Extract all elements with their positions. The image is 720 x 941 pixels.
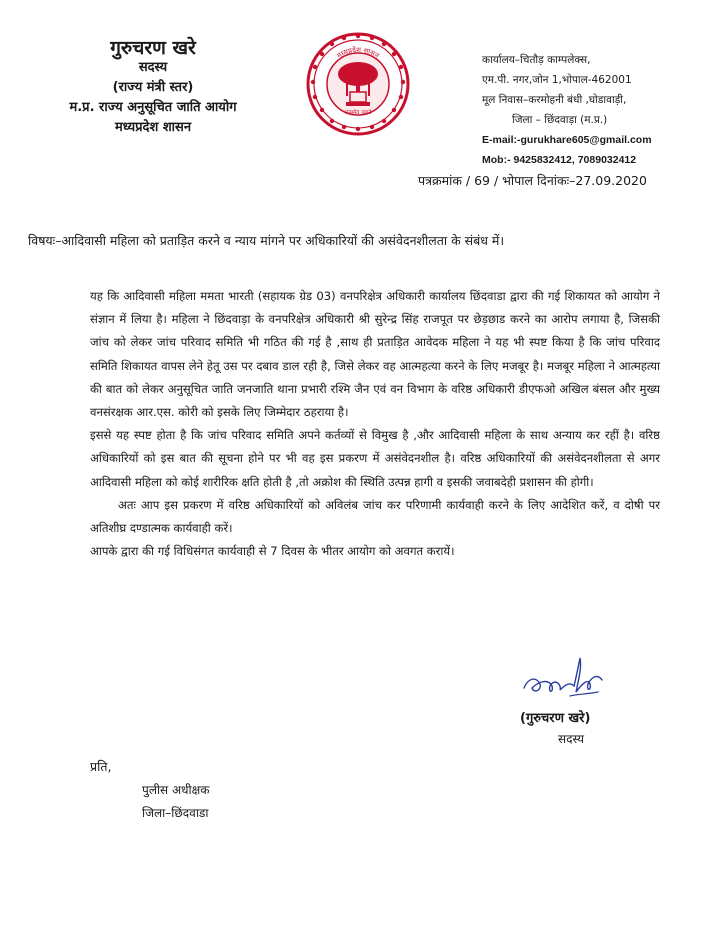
handwritten-signature xyxy=(518,648,608,706)
seal-bottom-text: सत्यमेव जयते xyxy=(344,110,372,116)
recipient-label: प्रति, xyxy=(90,759,112,774)
native-residence: मूल निवास–करमोहनी बंधी ,घोडावाड़ी, xyxy=(482,94,627,106)
office-address: कार्यालय–चितौड़ काम्पलेक्स, xyxy=(482,54,591,66)
mobile-numbers: Mob:- 9425832412, 7089032412 xyxy=(482,154,637,166)
email-link[interactable]: E-mail:-gurukhare605@gmail.com xyxy=(482,134,652,146)
signatory-designation: सदस्य xyxy=(558,732,585,746)
letter-reference: पत्रक्रमांक / 69 / भोपाल दिनांकः–27.09.2020 xyxy=(418,173,647,188)
letter-subject: विषयः–आदिवासी महिला को प्रताड़ित करने व न्याय मांगने पर अधिकारियों की असंवेदनशीलता के संबंध में। xyxy=(28,233,505,248)
commission-name: म.प्र. राज्य अनुसूचित जाति आयोग xyxy=(69,100,237,115)
body-paragraph: अतः आप इस प्रकरण में वरिष्ठ अधिकारियों को अविलंब जांच कर परिणामी कार्यवाही करने के लिए आदेशित करें, व दोषी पर अतिशीघ्र दण्डात्मक कार्यवाही करें। xyxy=(90,497,660,536)
office-address-line2: एम.पी. नगर,जोन 1,भोपाल-462001 xyxy=(482,74,632,86)
recipient-block xyxy=(90,758,209,821)
contact-block xyxy=(482,50,707,170)
letterhead-block xyxy=(28,38,278,138)
mp-government-seal-icon xyxy=(306,32,410,136)
seal-top-text: मध्यप्रदेश शासन xyxy=(335,45,381,60)
letter-body xyxy=(90,285,660,563)
recipient-line1: पुलीस अधीक्षक xyxy=(142,783,210,797)
recipient-line2: जिला–छिंदवाडा xyxy=(142,806,209,820)
signatory-name: (गुरुचरण खरे) xyxy=(520,711,591,726)
district-line: जिला – छिंदवाड़ा (म.प्र.) xyxy=(512,114,608,126)
body-paragraph: इससे यह स्पष्ट होता है कि जांच परिवाद समिति अपने कर्तव्यों से विमुख है ,और आदिवासी महिला के साथ अन्याय कर रहीं है। वरिष्ठ अधिकारियों को इस बात की सूचना होने पर भी वह इस प्रकरण में असंवेदनशील है। वरिष्ठ अधिकारियों की असंवेदनशीलता से अगर आदिवासी महिला को कोई शारीरिक क्षति होती है ,तो अक्रोश की स्थिति उत्पन्न हागी व इसकी जवाबदेही प्रशासन की होगी। xyxy=(90,428,660,489)
body-paragraph: यह कि आदिवासी महिला ममता भारती (सहायक ग्रेड 03) वनपरिक्षेत्र अधिकारी कार्यालय छिंदवाडा द्वारा की गई शिकायत को आयोग ने संज्ञान में लिया है। महिला ने छिंदवाड़ा के वनपरिक्षेत्र अधिकारी श्री सुरेन्द्र सिंह राजपूत पर छेड़छाड करने का आरोप लगाया है, जिसकी जांच को लेकर जांच परिवाद समिति भी गठित की गई है ,साथ ही प्रताड़ित आवेदक महिला ने यह भी स्पष्ट किया है कि जांच परिवाद समिति शिकायत वापस लेने हेतू उस पर दबाव डाल रही है, जिसे लेकर वह आत्महत्या करने के लिए मजबूर है। मजबूर महिला ने आत्महत्या की बात को लेकर अनुसूचित जाति जनजाति थाना प्रभारी रश्मि जैन एवं वन विभाग के वरिष्ठ अधिकारी डीएफओ अखिल बंसल और मुख्य वनसंरक्षक आर.एस. कोरी को इसके लिए जिम्मेदार ठहराया है। xyxy=(90,289,660,420)
government-name: मध्यप्रदेश शासन xyxy=(114,120,192,135)
member-rank: (राज्य मंत्री स्तर) xyxy=(112,80,194,95)
body-paragraph: आपके द्वारा की गई विधिसंगत कार्यवाही से 7 दिवस के भीतर आयोग को अवगत करायें। xyxy=(90,544,455,559)
member-name: गुरुचरण खरे xyxy=(110,37,196,59)
member-designation: सदस्य xyxy=(138,60,168,75)
